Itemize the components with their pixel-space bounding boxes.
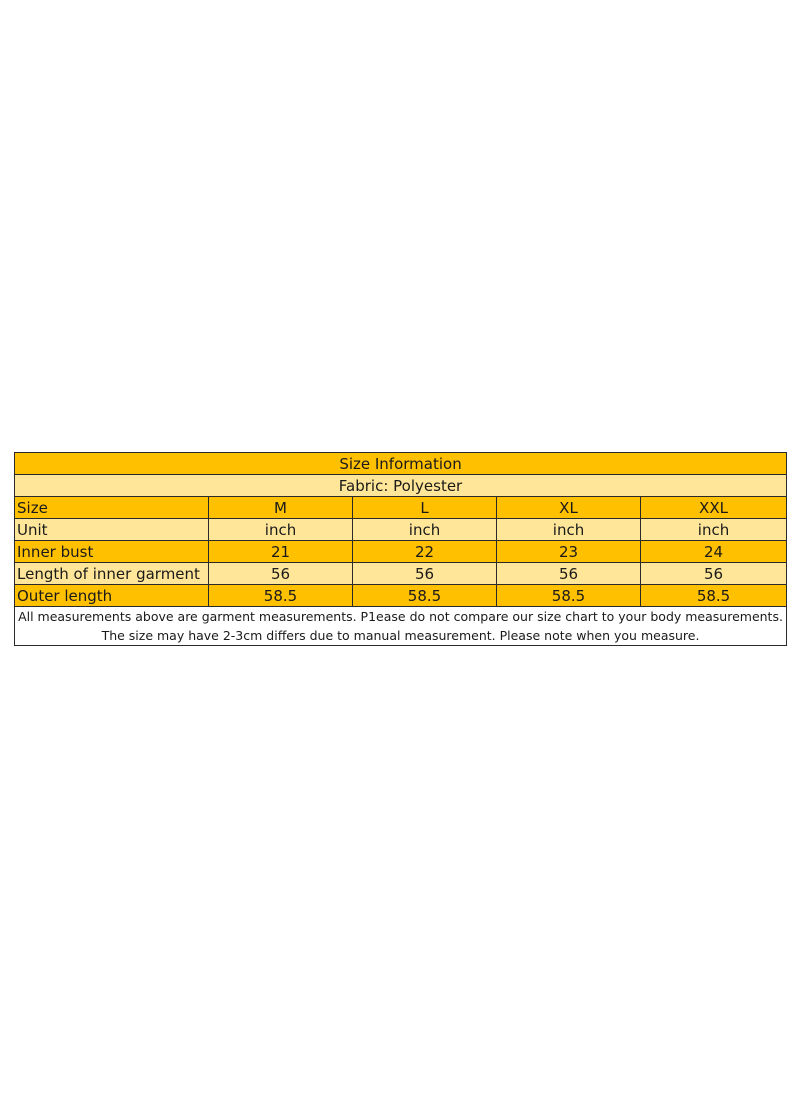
cell: 56 — [497, 563, 641, 585]
cell: 58.5 — [497, 585, 641, 607]
cell: 24 — [641, 541, 787, 563]
size-header-row — [15, 497, 787, 519]
cell: 23 — [497, 541, 641, 563]
row-label: Outer length — [15, 585, 209, 607]
table-row-unit — [15, 519, 787, 541]
cell: 56 — [353, 563, 497, 585]
header-size: Size — [15, 497, 209, 519]
cell: 58.5 — [641, 585, 787, 607]
cell: inch — [353, 519, 497, 541]
header-xl: XL — [497, 497, 641, 519]
cell: inch — [497, 519, 641, 541]
measurement-note: All measurements above are garment measurements. P1ease do not compare our size chart to your body measurements. The size may have 2-3cm differs due to manual measurement. Please note when you measure. — [15, 607, 787, 646]
row-label: Inner bust — [15, 541, 209, 563]
header-xxl: XXL — [641, 497, 787, 519]
header-m: M — [209, 497, 353, 519]
cell: 58.5 — [353, 585, 497, 607]
row-label: Length of inner garment — [15, 563, 209, 585]
cell: 56 — [641, 563, 787, 585]
table-row-outer-length — [15, 585, 787, 607]
header-l: L — [353, 497, 497, 519]
size-chart-table — [14, 452, 787, 646]
cell: inch — [209, 519, 353, 541]
cell: inch — [641, 519, 787, 541]
cell: 22 — [353, 541, 497, 563]
cell: 58.5 — [209, 585, 353, 607]
table-row-inner-bust — [15, 541, 787, 563]
cell: 21 — [209, 541, 353, 563]
fabric-info: Fabric: Polyester — [15, 475, 787, 497]
title-row — [15, 453, 787, 475]
cell: 56 — [209, 563, 353, 585]
table-title: Size Information — [15, 453, 787, 475]
fabric-row — [15, 475, 787, 497]
row-label: Unit — [15, 519, 209, 541]
note-row — [15, 607, 787, 646]
table-row-inner-garment-length — [15, 563, 787, 585]
